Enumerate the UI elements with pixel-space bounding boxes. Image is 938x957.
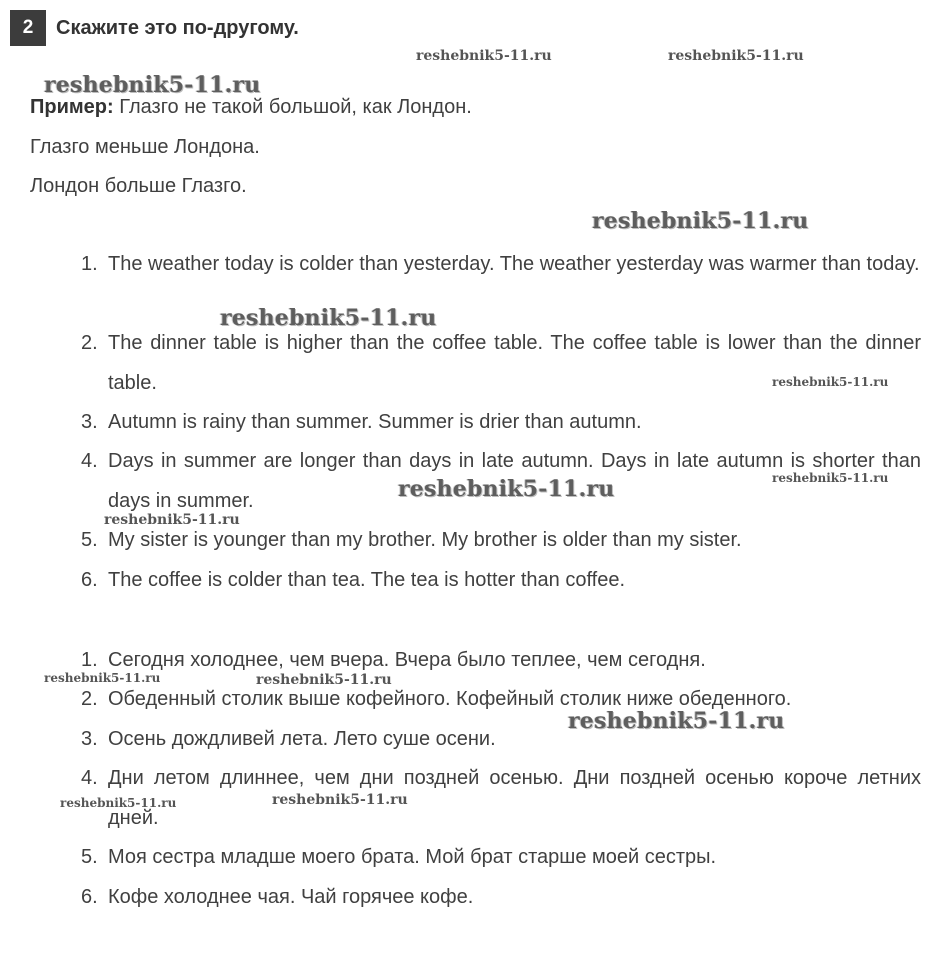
item-text: Осень дождливей лета. Лето суше осени. [108, 728, 496, 750]
watermark: reshebnik5-11.ru [772, 471, 889, 485]
list-item [81, 680, 921, 720]
item-number: 5. [81, 529, 98, 551]
example-line-1 [30, 95, 472, 119]
list-item [81, 759, 921, 838]
item-text: Days in summer are longer than days in late autumn. Days in late autumn is shorter than days in summer. [108, 450, 921, 512]
watermark: reshebnik5-11.ru [220, 305, 437, 331]
example-label: Пример: [30, 96, 114, 118]
watermark: reshebnik5-11.ru [60, 796, 177, 810]
item-number: 4. [81, 450, 98, 472]
item-number: 3. [81, 411, 98, 433]
list-item [81, 403, 921, 443]
list-item [81, 561, 921, 601]
item-number: 6. [81, 886, 98, 908]
item-number: 1. [81, 253, 98, 275]
item-text: The coffee is colder than tea. The tea is hotter than coffee. [108, 569, 626, 591]
item-number: 2. [81, 332, 98, 354]
task-title: Скажите это по-другому. [56, 16, 299, 39]
list-item [81, 245, 921, 285]
list-item [81, 878, 921, 918]
list-item [81, 442, 921, 521]
watermark: reshebnik5-11.ru [104, 512, 240, 528]
item-number: 4. [81, 767, 98, 789]
watermark: reshebnik5-11.ru [416, 48, 552, 64]
item-number: 3. [81, 728, 98, 750]
item-text: Обеденный столик выше кофейного. Кофейный столик ниже обеденного. [108, 688, 792, 710]
watermark: reshebnik5-11.ru [398, 476, 615, 502]
watermark: reshebnik5-11.ru [668, 48, 804, 64]
item-text: The weather today is colder than yesterday. The weather yesterday was warmer than today. [108, 253, 920, 275]
item-text: Autumn is rainy than summer. Summer is drier than autumn. [108, 411, 642, 433]
watermark: reshebnik5-11.ru [44, 671, 161, 685]
watermark: reshebnik5-11.ru [272, 792, 408, 808]
item-text: Кофе холоднее чая. Чай горячее кофе. [108, 886, 474, 908]
task-header [10, 10, 299, 46]
item-number: 6. [81, 569, 98, 591]
watermark: reshebnik5-11.ru [592, 208, 809, 234]
task-number-badge: 2 [10, 10, 46, 46]
item-text: Моя сестра младше моего брата. Мой брат старше моей сестры. [108, 846, 717, 868]
item-text: The dinner table is higher than the coffee table. The coffee table is lower than the dinner table. [108, 332, 921, 394]
list-item [81, 324, 921, 403]
example-line-2: Глазго меньше Лондона. [30, 136, 260, 158]
list-item [81, 641, 921, 681]
item-text: My sister is younger than my brother. My brother is older than my sister. [108, 529, 742, 551]
watermark: reshebnik5-11.ru [44, 72, 261, 98]
item-number: 5. [81, 846, 98, 868]
item-number: 2. [81, 688, 98, 710]
watermark: reshebnik5-11.ru [256, 672, 392, 688]
watermark: reshebnik5-11.ru [568, 708, 785, 734]
list-item [81, 838, 921, 878]
example-line-3: Лондон больше Глазго. [30, 175, 247, 197]
list-item [81, 720, 921, 760]
item-text: Дни летом длиннее, чем дни поздней осенью. Дни поздней осенью короче летних дней. [108, 767, 921, 829]
example-text: Глазго не такой большой, как Лондон. [113, 96, 472, 118]
list-item [81, 521, 921, 561]
item-text: Сегодня холоднее, чем вчера. Вчера было теплее, чем сегодня. [108, 649, 706, 671]
item-number: 1. [81, 649, 98, 671]
watermark: reshebnik5-11.ru [772, 375, 889, 389]
